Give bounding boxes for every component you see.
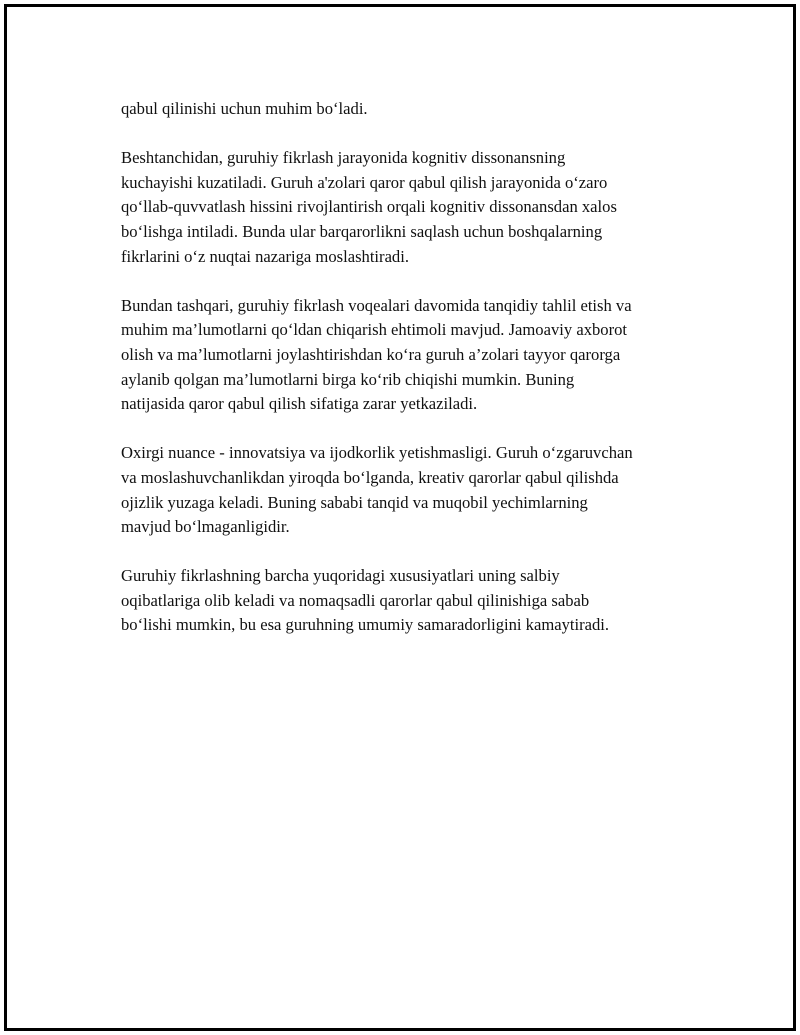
text-line: Bundan tashqari, guruhiy fikrlash voqealari davomida tanqidiy tahlil etish va: [121, 295, 632, 315]
text-line: oqibatlariga olib keladi va nomaqsadli qarorlar qabul qilinishiga sabab: [121, 590, 590, 610]
text-line: natijasida qaror qabul qilish sifatiga zarar yetkaziladi.: [121, 394, 478, 414]
text-line: qo‘llab-quvvatlash hissini rivojlantirish orqali kognitiv dissonansdan xalos: [121, 197, 617, 217]
text-line: va moslashuvchanlikdan yiroqda bo‘lganda, kreativ qarorlar qabul qilishda: [121, 467, 619, 487]
document-body: [121, 97, 711, 638]
text-line: ojizlik yuzaga keladi. Buning sababi tanqid va muqobil yechimlarning: [121, 492, 588, 512]
paragraph-3: [121, 294, 711, 417]
text-line: kuchayishi kuzatiladi. Guruh a'zolari qaror qabul qilish jarayonida o‘zaro: [121, 172, 608, 192]
text-line: bo‘lishga intiladi. Bunda ular barqarorlikni saqlash uchun boshqalarning: [121, 221, 603, 241]
text-line: Beshtanchidan, guruhiy fikrlash jarayonida kognitiv dissonansning: [121, 148, 566, 168]
text-line: bo‘lishi mumkin, bu esa guruhning umumiy samaradorligini kamaytiradi.: [121, 615, 610, 635]
text-line: muhim ma’lumotlarni qo‘ldan chiqarish ehtimoli mavjud. Jamoaviy axborot: [121, 320, 628, 340]
text-line: Oxirgi nuance - innovatsiya va ijodkorlik yetishmasligi. Guruh o‘zgaruvchan: [121, 443, 633, 463]
paragraph-5: [121, 564, 711, 638]
paragraph-2: [121, 146, 711, 269]
paragraph-1: [121, 97, 711, 122]
text-line: mavjud bo‘lmaganligidir.: [121, 517, 290, 537]
text-line: aylanib qolgan ma’lumotlarni birga ko‘rib chiqishi mumkin. Buning: [121, 369, 575, 389]
text-line: Guruhiy fikrlashning barcha yuqoridagi xususiyatlari uning salbiy: [121, 566, 560, 586]
page-frame: [4, 4, 796, 1031]
text-line: qabul qilinishi uchun muhim bo‘ladi.: [121, 99, 368, 118]
text-line: olish va ma’lumotlarni joylashtirishdan ko‘ra guruh a’zolari tayyor qarorga: [121, 344, 621, 364]
paragraph-4: [121, 441, 711, 539]
text-line: fikrlarini o‘z nuqtai nazariga moslashtiradi.: [121, 246, 409, 266]
